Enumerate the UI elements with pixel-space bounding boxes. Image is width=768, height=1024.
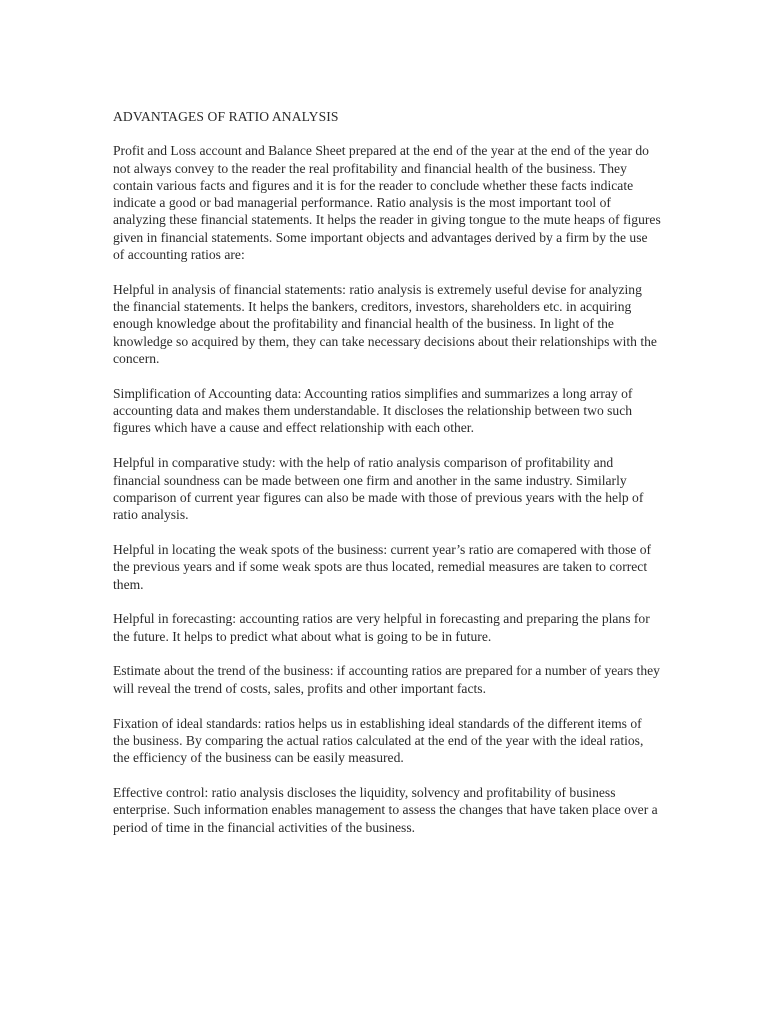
paragraph-trend-estimate: Estimate about the trend of the business: if accounting ratios are prepared for a number of years they will reveal the trend of costs, sales, profits and other important facts.	[113, 663, 660, 696]
paragraph-ideal-standards: Fixation of ideal standards: ratios helps us in establishing ideal standards of the different items of the business. By comparing the actual ratios calculated at the end of the year with the ideal ratios, the efficiency of the business can be easily measured.	[113, 715, 644, 766]
paragraph-weak-spots: Helpful in locating the weak spots of the business: current year’s ratio are comapered with those of the previous years and if some weak spots are thus located, remedial measures are taken to correct them.	[113, 541, 652, 592]
paragraph-forecasting: Helpful in forecasting: accounting ratios are very helpful in forecasting and preparing the plans for the future. It helps to predict what about what is going to be in future.	[113, 611, 650, 644]
document-title: ADVANTAGES OF RATIO ANALYSIS	[113, 109, 339, 124]
paragraph-effective-control: Effective control: ratio analysis discloses the liquidity, solvency and profitability of business enterprise. Such information enables management to assess the changes that have taken place over a period of time in the financial activities of the business.	[113, 784, 658, 835]
paragraph-financial-statements: Helpful in analysis of financial statements: ratio analysis is extremely useful devise for analyzing the financial statements. It helps the bankers, creditors, investors, shareholders etc. in acquiring enough knowledge about the profitability and financial health of the business. In light of the knowledge so acquired by them, they can take necessary decisions about their relationships with the concern.	[113, 281, 657, 367]
paragraph-intro: Profit and Loss account and Balance Sheet prepared at the end of the year at the end of the year do not always convey to the reader the real profitability and financial health of the business. They contain various facts and figures and it is for the reader to conclude whether these facts indicate indicate a good or bad managerial performance. Ratio analysis is the most important tool of analyzing these financial statements. It helps the reader in giving tongue to the mute heaps of figures given in financial statements. Some important objects and advantages derived by a firm by the use of accounting ratios are:	[113, 143, 661, 263]
paragraph-comparative-study: Helpful in comparative study: with the help of ratio analysis comparison of profitability and financial soundness can be made between one firm and another in the same industry. Similarly comparison of current year figures can also be made with those of previous years with the help of ratio analysis.	[113, 455, 644, 523]
document-body	[113, 108, 661, 853]
paragraph-simplification: Simplification of Accounting data: Accounting ratios simplifies and summarizes a long array of accounting data and makes them understandable. It discloses the relationship between two such figures which have a cause and effect relationship with each other.	[113, 385, 633, 436]
